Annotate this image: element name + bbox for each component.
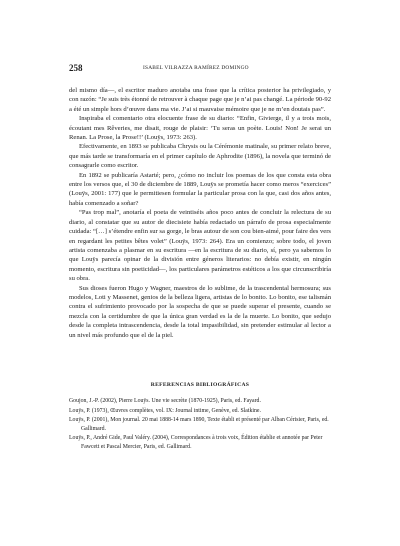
body-text bbox=[69, 86, 331, 340]
paragraph: Sus dioses fueron Hugo y Wagner, maestros de lo sublime, de la trascendental hermosura; sus modelos, Loti y Massenet, genios de la belleza ligera, artistas de lo bonito. Lo bonito, ese talismán contra el sufrimiento provocado por la sospecha de que se puede superar el presente, cuando se mezcla con la certidumbre de que la única gran verdad es la de la muerte. Lo bonito, que sedujo desde la completa intrascendencia, desde la total impasibilidad, sin pretender estimular al lector a un nivel más profundo que el de la piel. bbox=[69, 284, 331, 339]
reference-item: Louÿs, P. (2001), Mon journal. 20 mai 1888-14 mars 1890, Texte établi et présenté par Alban Cérisier, Paris, ed. Gallimard. bbox=[69, 417, 329, 432]
reference-item: Louÿs, P., André Gide, Paul Valéry. (2004), Correspondances à trois voix, Édition établie et annotée par Peter Fawcett et Pascal Mercier, Paris, ed. Gallimard. bbox=[69, 435, 323, 450]
paragraph: En 1892 se publicaría Astarté; pero, ¿cómo no incluir los poemas de los que consta esta obra entre los versos que, el 30 de diciembre de 1889, Louÿs se prometía hacer como meros “exercices” (Louÿs, 2001: 177) que le permitiesen formular la particular prosa con la que, casi dos años antes, había comenzado a soñar? bbox=[69, 171, 331, 207]
paragraph: del mismo día—, el escritor maduro anotaba una frase que la crítica posterior ha privilegiado, y con razón: “Je suis très étonné de retrouver à chaque page que je n’ai pas changé. La période 90-92 a été un simple hors d’œuvre dans ma vie. J’ai si mauvaise mémoire que je ne m’en doutais pas”. bbox=[69, 87, 331, 113]
references-heading: REFERENCIAS BIBLIOGRÁFICAS bbox=[150, 382, 250, 388]
paragraph: Efectivamente, en 1893 se publicaba Chrysis ou la Cérémonie matinale, su primer relato breve, que más tarde se transformaría en el primer capítulo de Aphrodite (1896), la novela que terminó de consagrarle como escritor. bbox=[69, 143, 331, 170]
reference-item: Goujon, J.-P. (2002), Pierre Louÿs. Une vie secrète (1870-1925), Paris, ed. Fayard. bbox=[69, 398, 261, 404]
reference-item: Louÿs, P. (1973), Œuvres complètes, vol. IX: Journal intime, Genève, ed. Slatkine. bbox=[69, 407, 261, 414]
references-list bbox=[69, 397, 331, 453]
page-number: 258 bbox=[69, 63, 83, 73]
running-head: ISABEL VILRAZZA RAMÍREZ DOMINGO bbox=[143, 65, 249, 71]
paragraph: “Pas trop mal”, anotaría el poeta de veintiséis años poco antes de concluir la relectura de su diario, al constatar que su autor de diecisiete había redactado un párrafo de prosa especialmente cuidada: “[…] s’étendre enfin sur sa gorge, le bras autour de son cou bien-aimé, pour faire des vers en regardant les petites bêtes volet” (Louÿs, 1973: 264). Era un comienzo; sobre todo, el joven artista comenzaba a plasmar en su escritura —en la escritura de su diario, sí, pero ya sabemos lo que Louÿs parecía opinar de la división entre géneros literarios: no debía existir, en ningún momento, escritura sin poeticidad—, los particulares parámetros estéticos a los que circunscribiría su obra. bbox=[69, 209, 331, 283]
paragraph: Inspiraba el comentario otra elocuente frase de su diario: “Enfin, Givierge, il y a trois mois, écoutant mes Rêveries, me disait, rouge de plaisir: ‘Tu seras un poète. Louis! Non! Je serai un Renan. La Prose, la Prose!!’ (Louÿs, 1973: 263). bbox=[69, 115, 331, 142]
page-header bbox=[69, 62, 331, 74]
